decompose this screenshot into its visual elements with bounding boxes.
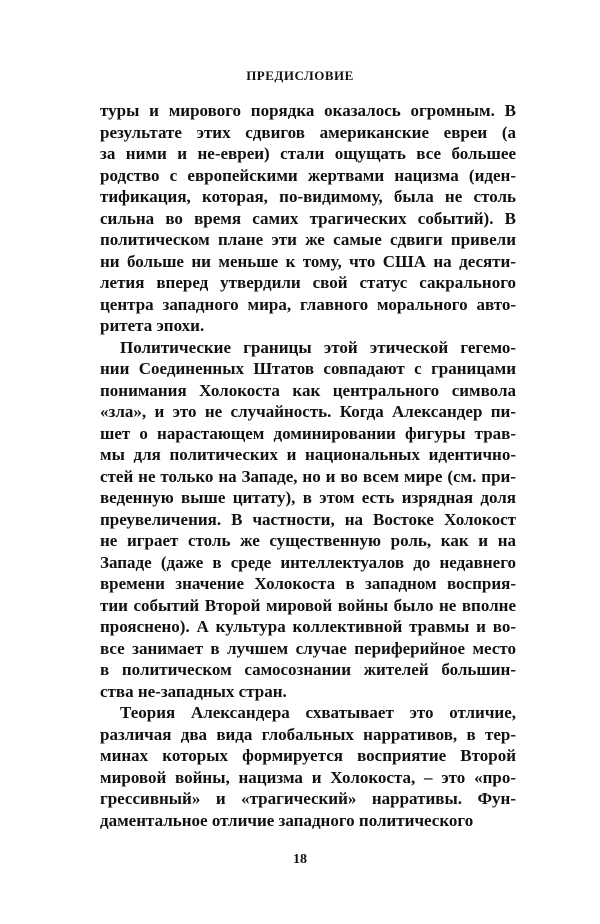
paragraph xyxy=(100,702,516,831)
text-line: понимания Холокоста как центрального символа xyxy=(100,380,516,400)
text-line: веденную выше цитату), в этом есть изрядная доля xyxy=(100,488,516,507)
text-line: сильна во время самих трагических событий). В xyxy=(100,208,516,228)
text-line: «зла», и это не случайность. Когда Александер пи- xyxy=(100,402,516,421)
page-number: 18 xyxy=(293,852,307,867)
text-line: нии Соединенных Штатов совпадают с границами xyxy=(100,359,516,378)
text-line: Политические границы этой этической гегемо- xyxy=(120,337,516,357)
text-line: летия вперед утвердили свой статус сакрального xyxy=(100,273,516,292)
text-line: тии событий Второй мировой войны было не вполне xyxy=(100,595,516,615)
text-line: различая два вида глобальных нарративов, в тер- xyxy=(100,724,516,744)
text-line: не играет столь же существенную роль, как и на xyxy=(100,531,516,550)
text-line: минах которых формируется восприятие Второй xyxy=(100,746,516,765)
paragraph xyxy=(100,100,516,337)
text-line: времени значение Холокоста в западном восприя- xyxy=(100,574,516,593)
text-line: все занимает в лучшем случае периферийное место xyxy=(100,638,516,658)
paragraph xyxy=(100,337,516,703)
text-line: туры и мирового порядка оказалось огромным. В xyxy=(100,101,516,120)
text-line: мировой войны, нацизма и Холокоста, – это «про- xyxy=(100,767,516,787)
text-line: стей не только на Западе, но и во всем мире (см. при- xyxy=(100,466,516,486)
text-line: ни больше ни меньше к тому, что США на десяти- xyxy=(100,251,516,271)
text-line: политическом плане эти же самые сдвиги привели xyxy=(100,230,516,249)
text-line: преувеличения. В частности, на Востоке Холокост xyxy=(100,509,516,529)
page-body xyxy=(100,100,516,831)
text-line: прояснено). А культура коллективной травмы и во- xyxy=(100,617,516,636)
text-line: шет о нарастающем доминировании фигуры трав- xyxy=(100,423,516,443)
text-line: ритета эпохи. xyxy=(100,316,205,335)
text-line: результате этих сдвигов американские евреи (а xyxy=(100,122,516,142)
running-header: ПРЕДИСЛОВИЕ xyxy=(246,68,354,83)
text-line: мы для политических и национальных идентично- xyxy=(100,445,516,464)
text-line: грессивный» и «трагический» нарративы. Фун- xyxy=(100,789,516,808)
text-line: даментальное отличие западного политического xyxy=(100,810,474,830)
text-line: ства не-западных стран. xyxy=(100,681,287,701)
text-line: родство с европейскими жертвами нацизма (иден- xyxy=(100,165,516,185)
text-line: в политическом самосознании жителей большин- xyxy=(100,660,516,679)
text-line: Западе (даже в среде интеллектуалов до недавнего xyxy=(100,552,516,572)
text-line: Теория Александера схватывает это отличие, xyxy=(120,703,516,722)
text-line: тификация, которая, по-видимому, была не столь xyxy=(100,187,516,206)
text-line: за ними и не-евреи) стали ощущать все большее xyxy=(100,144,516,163)
text-line: центра западного мира, главного морального авто- xyxy=(100,294,516,314)
